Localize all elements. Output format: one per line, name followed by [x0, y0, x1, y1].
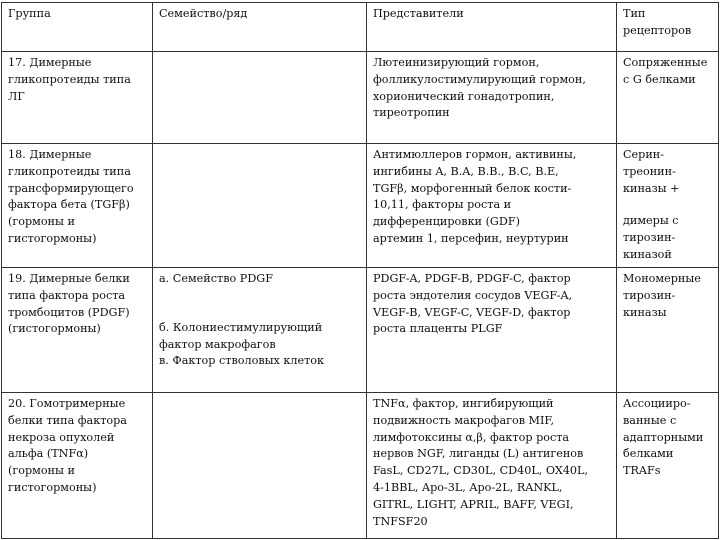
- text-line: Антимюллеров гормон, активины,: [373, 148, 577, 161]
- text-line: GITRL, LIGHT, APRIL, BAFF, VEGI,: [373, 497, 574, 511]
- text-line: ЛГ: [8, 89, 25, 103]
- table-row: [2, 52, 719, 144]
- text-line: тирозин-: [623, 231, 676, 245]
- cell-receptors: [617, 393, 719, 539]
- cell-representatives: [367, 144, 617, 268]
- text-line: б. Колониестимулирующий: [159, 320, 323, 334]
- text-line: роста плаценты PLGF: [373, 322, 503, 336]
- cell-group: [2, 52, 153, 144]
- text-line: тиреотропин: [373, 106, 450, 120]
- hormone-classification-table: [1, 2, 719, 539]
- receptors-part-b: [623, 213, 712, 263]
- cell-group: [2, 144, 153, 268]
- text-line: TNFα, фактор, ингибирующий: [373, 397, 554, 410]
- family-part-b: [159, 320, 360, 370]
- text-line: киназой: [623, 247, 672, 261]
- text-line: белки типа фактора: [8, 413, 127, 427]
- text-line: 4-1BBL, Apo-3L, Apo-2L, RANKL,: [373, 480, 563, 494]
- table-header-row: [2, 3, 719, 52]
- text-line: 18. Димерные: [8, 148, 92, 161]
- text-line: киназы: [623, 305, 667, 319]
- header-receptor-type: [617, 3, 719, 52]
- text-line: TRAFs: [623, 464, 661, 478]
- text-line: 17. Димерные: [8, 56, 92, 69]
- text-line: Тип: [623, 7, 646, 20]
- cell-receptors: [617, 52, 719, 144]
- text-line: а. Семейство PDGF: [159, 272, 273, 285]
- text-line: тромбоцитов (PDGF): [8, 305, 130, 319]
- cell-group: [2, 393, 153, 539]
- header-representatives: Представители: [367, 3, 617, 52]
- table-row: [2, 144, 719, 268]
- text-line: гистогормоны): [8, 480, 97, 494]
- text-line: гликопротеиды типа: [8, 72, 131, 86]
- cell-receptors: [617, 144, 719, 268]
- text-line: в. Фактор стволовых клеток: [159, 354, 325, 368]
- text-line: треонин-: [623, 164, 676, 178]
- text-line: VEGF-B, VEGF-C, VEGF-D, фактор: [373, 305, 571, 319]
- cell-representatives: [367, 52, 617, 144]
- text-line: ингибины A, B.A, B.B., B.C, B.E,: [373, 164, 559, 178]
- table-row: [2, 393, 719, 539]
- text-line: FasL, CD27L, CD30L, CD40L, OX40L,: [373, 464, 589, 478]
- text-line: димеры с: [623, 214, 679, 228]
- text-line: белками: [623, 447, 674, 461]
- cell-representatives: [367, 393, 617, 539]
- text-line: 19. Димерные белки: [8, 272, 130, 285]
- header-family: Семейство/ряд: [153, 3, 367, 52]
- text-line: (гистогормоны): [8, 322, 101, 336]
- text-line: Серин-: [623, 148, 665, 161]
- text-line: Мономерные: [623, 272, 701, 285]
- cell-family: [153, 52, 367, 144]
- text-line: некроза опухолей: [8, 430, 115, 444]
- header-group: Группа: [2, 3, 153, 52]
- text-line: трансформирующего: [8, 181, 134, 195]
- table-row: [2, 268, 719, 393]
- receptors-part-a: [623, 147, 712, 197]
- text-line: (гормоны и: [8, 215, 75, 229]
- text-line: ванные с: [623, 413, 677, 427]
- text-line: с G белками: [623, 72, 696, 86]
- text-line: подвижность макрофагов MIF,: [373, 413, 555, 427]
- cell-family: [153, 393, 367, 539]
- text-line: дифференцировки (GDF): [373, 215, 520, 229]
- text-line: TNFSF20: [373, 514, 428, 528]
- text-line: (гормоны и: [8, 464, 75, 478]
- text-line: киназы +: [623, 181, 680, 195]
- text-line: 20. Гомотримерные: [8, 397, 126, 410]
- text-line: Сопряженные: [623, 56, 708, 69]
- text-line: фактор макрофагов: [159, 337, 276, 351]
- text-line: фактора бета (TGFβ): [8, 198, 130, 212]
- text-line: Лютеинизирующий гормон,: [373, 56, 540, 69]
- text-line: тирозин-: [623, 288, 676, 302]
- cell-representatives: [367, 268, 617, 393]
- cell-family: [153, 268, 367, 393]
- text-line: Ассоцииро-: [623, 397, 691, 410]
- cell-group: [2, 268, 153, 393]
- text-line: хорионический гонадотропин,: [373, 89, 555, 103]
- text-line: альфа (TNFα): [8, 447, 89, 461]
- cell-receptors: [617, 268, 719, 393]
- text-line: адапторными: [623, 430, 704, 444]
- text-line: рецепторов: [623, 23, 692, 37]
- text-line: типа фактора роста: [8, 288, 126, 302]
- text-line: фолликулостимулирующий гормон,: [373, 72, 586, 86]
- text-line: лимфотоксины α,β, фактор роста: [373, 430, 570, 444]
- text-line: роста эндотелия сосудов VEGF-A,: [373, 288, 573, 302]
- cell-family: [153, 144, 367, 268]
- text-line: гистогормоны): [8, 231, 97, 245]
- text-line: TGFβ, морфогенный белок кости-: [373, 181, 572, 195]
- text-line: 10,11, факторы роста и: [373, 198, 512, 212]
- text-line: PDGF-A, PDGF-B, PDGF-C, фактор: [373, 272, 571, 285]
- text-line: артемин 1, персефин, неуртурин: [373, 231, 569, 245]
- family-part-a: [159, 271, 360, 288]
- text-line: нервов NGF, лиганды (L) антигенов: [373, 447, 584, 461]
- text-line: гликопротеиды типа: [8, 164, 131, 178]
